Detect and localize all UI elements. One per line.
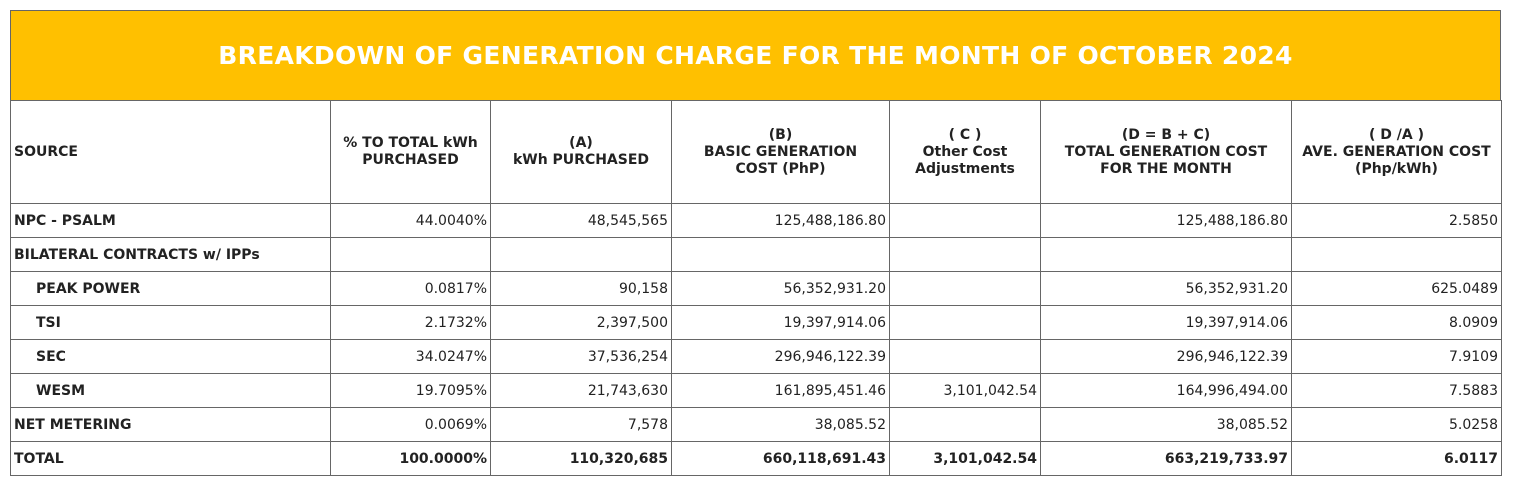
header-kwh [491,101,672,204]
header-line: ( C ) [948,126,982,143]
header-line: PURCHASED [362,152,459,168]
other-cost-cell: 3,101,042.54 [890,442,1041,476]
header-line: AVE. GENERATION COST [1302,143,1491,160]
header-line: Other Cost [922,143,1008,160]
total-cost-cell: 38,085.52 [1041,408,1292,442]
basic-cost-cell: 660,118,691.43 [672,442,890,476]
table-row [11,408,1502,442]
average-cost-cell: 7.9109 [1292,340,1502,374]
header-other-cost [890,101,1041,204]
total-row [11,442,1502,476]
average-cost-cell: 625.0489 [1292,272,1502,306]
table-row [11,340,1502,374]
percent-cell: 0.0817% [331,272,491,306]
other-cost-cell [890,204,1041,238]
header-line: SOURCE [14,143,78,160]
basic-cost-cell: 296,946,122.39 [672,340,890,374]
percent-cell: 0.0069% [331,408,491,442]
average-cost-cell: 2.5850 [1292,204,1502,238]
header-average-cost [1292,101,1502,204]
percent-cell [331,238,491,272]
other-cost-cell: 3,101,042.54 [890,374,1041,408]
header-line: BASIC GENERATION [703,143,858,160]
total-cost-cell [1041,238,1292,272]
average-cost-cell: 7.5883 [1292,374,1502,408]
source-cell: NET METERING [11,408,331,442]
source-cell: TSI [11,306,331,340]
generation-charge-table [10,100,1502,476]
other-cost-cell [890,272,1041,306]
total-cost-cell: 19,397,914.06 [1041,306,1292,340]
table-row [11,238,1502,272]
total-cost-cell: 56,352,931.20 [1041,272,1292,306]
table-row [11,306,1502,340]
kwh-cell: 90,158 [491,272,672,306]
other-cost-cell [890,408,1041,442]
average-cost-cell [1292,238,1502,272]
header-line: (A) [569,135,593,151]
kwh-cell [491,238,672,272]
header-line: FOR THE MONTH [1100,160,1232,177]
header-row [11,101,1502,204]
basic-cost-cell: 161,895,451.46 [672,374,890,408]
total-cost-cell: 296,946,122.39 [1041,340,1292,374]
header-total-cost [1041,101,1292,204]
header-line: TOTAL GENERATION COST [1064,143,1268,160]
header-percent [331,101,491,204]
kwh-cell: 37,536,254 [491,340,672,374]
average-cost-cell: 8.0909 [1292,306,1502,340]
basic-cost-cell: 38,085.52 [672,408,890,442]
average-cost-cell: 6.0117 [1292,442,1502,476]
header-line: ( D /A ) [1369,126,1424,143]
header-source [11,101,331,204]
percent-cell: 100.0000% [331,442,491,476]
source-cell: PEAK POWER [11,272,331,306]
table-row [11,374,1502,408]
source-cell: WESM [11,374,331,408]
sheet-title: BREAKDOWN OF GENERATION CHARGE FOR THE MONTH OF OCTOBER 2024 [10,10,1501,100]
source-cell: TOTAL [11,442,331,476]
percent-cell: 19.7095% [331,374,491,408]
basic-cost-cell [672,238,890,272]
header-line: (D = B + C) [1121,126,1211,143]
generation-charge-sheet [10,10,1501,476]
table-body [11,204,1502,476]
source-cell: BILATERAL CONTRACTS w/ IPPs [11,238,331,272]
kwh-cell: 48,545,565 [491,204,672,238]
basic-cost-cell: 56,352,931.20 [672,272,890,306]
basic-cost-cell: 19,397,914.06 [672,306,890,340]
kwh-cell: 7,578 [491,408,672,442]
header-line: kWh PURCHASED [512,152,650,168]
table-row [11,204,1502,238]
percent-cell: 2.1732% [331,306,491,340]
header-line: (Php/kWh) [1355,160,1438,177]
header-line: COST (PhP) [735,160,826,177]
percent-cell: 34.0247% [331,340,491,374]
basic-cost-cell: 125,488,186.80 [672,204,890,238]
percent-cell: 44.0040% [331,204,491,238]
other-cost-cell [890,340,1041,374]
kwh-cell: 21,743,630 [491,374,672,408]
header-line: (B) [768,126,793,143]
kwh-cell: 2,397,500 [491,306,672,340]
header-line: Adjustments [915,160,1015,177]
source-cell: NPC - PSALM [11,204,331,238]
other-cost-cell [890,238,1041,272]
total-cost-cell: 164,996,494.00 [1041,374,1292,408]
average-cost-cell: 5.0258 [1292,408,1502,442]
header-basic-cost [672,101,890,204]
kwh-cell: 110,320,685 [491,442,672,476]
total-cost-cell: 125,488,186.80 [1041,204,1292,238]
other-cost-cell [890,306,1041,340]
table-row [11,272,1502,306]
source-cell: SEC [11,340,331,374]
header-line: % TO TOTAL kWh [343,135,478,151]
total-cost-cell: 663,219,733.97 [1041,442,1292,476]
